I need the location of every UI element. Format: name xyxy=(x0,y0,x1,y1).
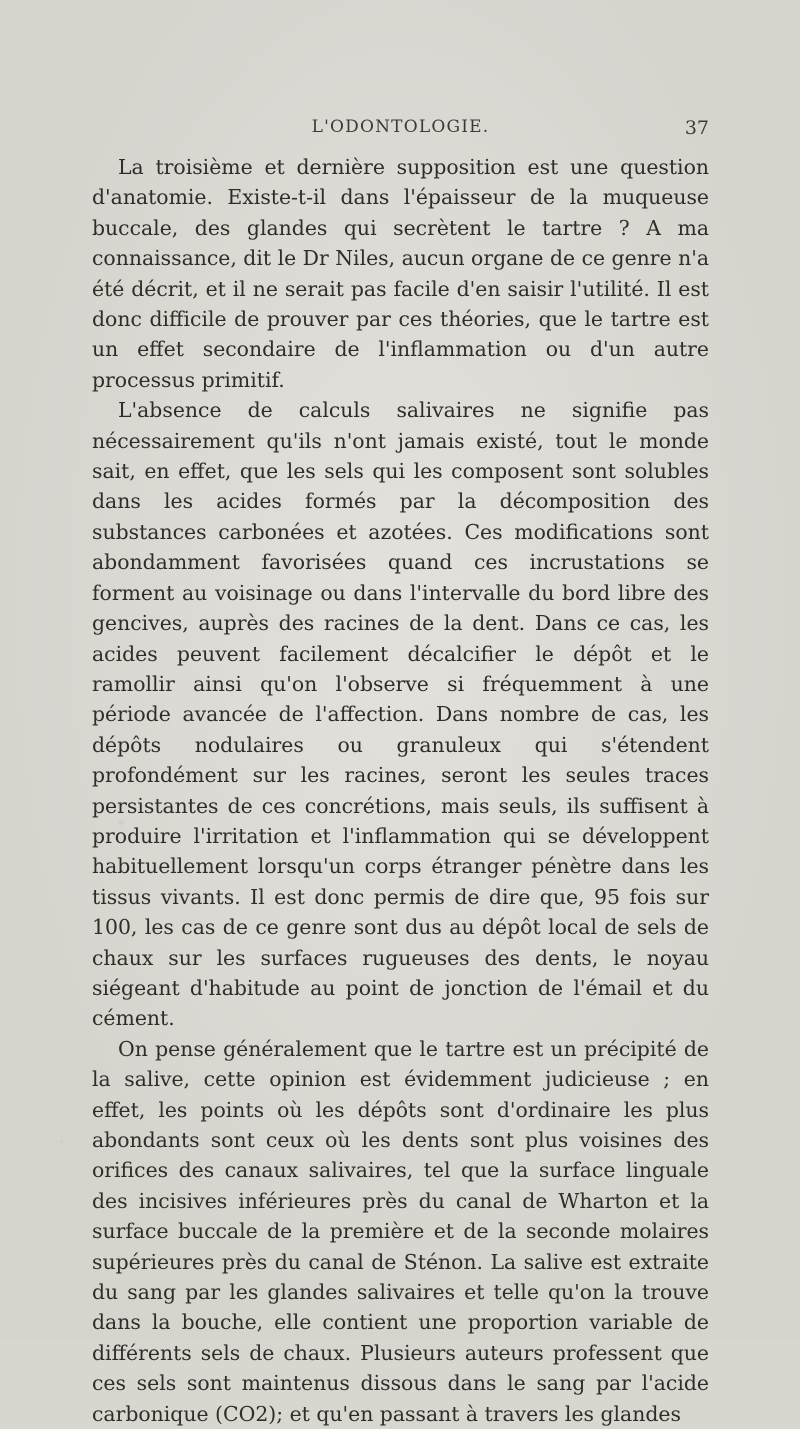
running-title: L'ODONTOLOGIE. xyxy=(311,117,490,137)
page-number: 37 xyxy=(684,117,709,139)
paragraph: La troisième et dernière supposition est une question d'anatomie. Existe-t-il dans l'épaisseur de la muqueuse buccale, des glandes qui secrètent le tartre ? A ma connaissance, dit le Dr Niles, aucun organe de ce genre n'a été décrit, et il ne serait pas facile d'en saisir l'utilité. Il est donc difficile de prouver par ces théories, que le tartre est un effet secondaire de l'inflammation ou d'un autre processus primitif. xyxy=(92,155,709,392)
paper-stain xyxy=(60,1140,63,1143)
body-text xyxy=(92,152,709,1429)
paragraph: L'absence de calculs salivaires ne signifie pas nécessairement qu'ils n'ont jamais existé, tout le monde sait, en effet, que les sels qui les composent sont solubles dans les acides formés par la décomposition des substances carbonées et azotées. Ces modifications sont abondamment favorisées quand ces incrustations se forment au voisinage ou dans l'intervalle du bord libre des gencives, auprès des racines de la dent. Dans ce cas, les acides peuvent facilement décalcifier le dépôt et le ramollir ainsi qu'on l'observe si fréquemment à une période avancée de l'affection. Dans nombre de cas, les dépôts nodulaires ou granuleux qui s'étendent profondément sur les racines, seront les seules traces persistantes de ces concrétions, mais seuls, ils suffisent à produire l'irritation et l'inflammation qui se développent habituellement lorsqu'un corps étranger pénètre dans les tissus vivants. Il est donc permis de dire que, 95 fois sur 100, les cas de ce genre sont dus au dépôt local de sels de chaux sur les surfaces rugueuses des dents, le noyau siégeant d'habitude au point de jonction de l'émail et du cément. xyxy=(92,398,709,1031)
paragraph: On pense généralement que le tartre est un précipité de la salive, cette opinion est évidemment judicieuse ; en effet, les points où les dépôts sont d'ordinaire les plus abondants sont ceux où les dents sont plus voisines des orifices des canaux salivaires, tel que la surface linguale des incisives inférieures près du canal de Wharton et la surface buccale de la première et de la seconde molaires supérieures près du canal de Sténon. La salive est extraite du sang par les glandes salivaires et telle qu'on la trouve dans la bouche, elle contient une proportion variable de différents sels de chaux. Plusieurs auteurs professent que ces sels sont maintenus dissous dans le sang par l'acide carbonique (CO2); et qu'en passant à travers les glandes xyxy=(92,1036,709,1426)
page-header xyxy=(92,117,709,141)
